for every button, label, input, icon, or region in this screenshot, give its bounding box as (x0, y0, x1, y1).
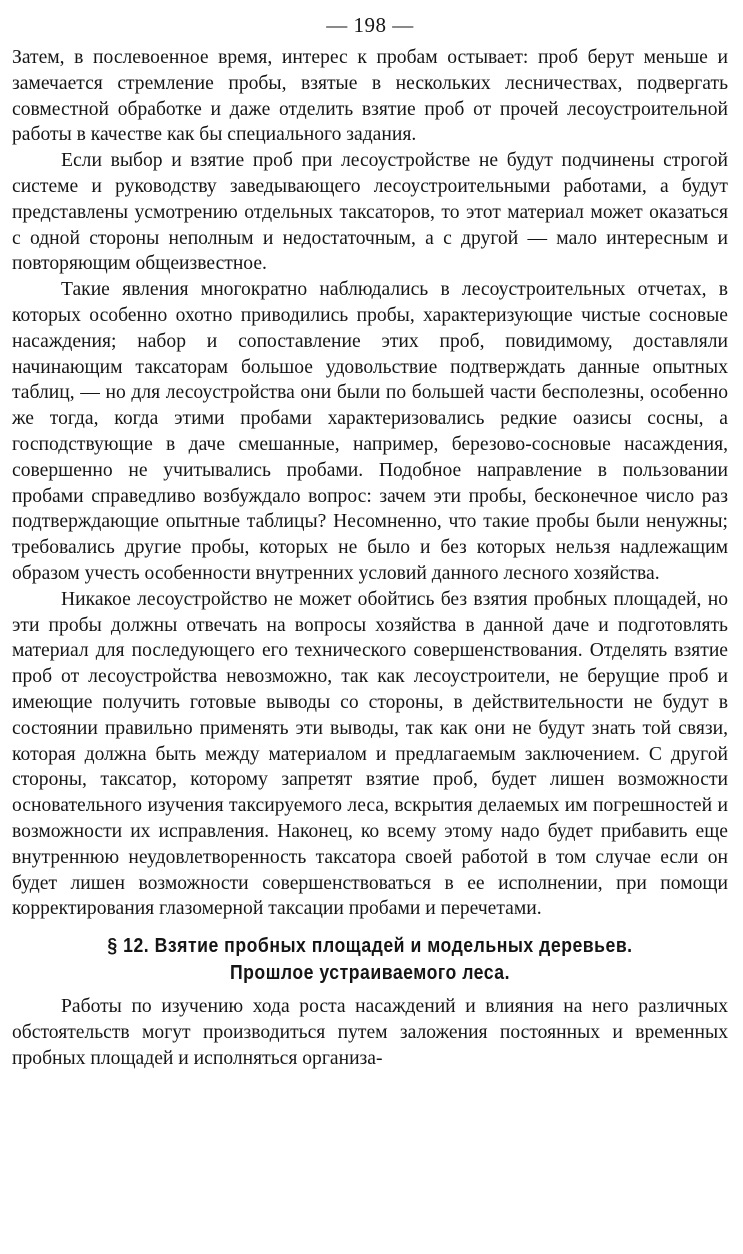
page-number: — 198 — (326, 13, 414, 37)
book-page (12, 10, 728, 1071)
section-heading (62, 932, 678, 986)
paragraph-reports: Такие явления многократно наблюдались в лесоустроительных отчетах, в которых особенно охотно приводились пробы, характеризующие чистые сосновые насаждения; набор и сопоставление этих проб, повидимому, доставляли начинающим таксаторам большое удовольствие подтверждать данные опытных таблиц, — но для лесоустройства они были по большей части бесполезны, особенно же тогда, когда этими пробами характеризовались редкие оазисы сосны, а господствующие в даче смешанные, например, березово-сосновые насаждения, совершенно не учитывались пробами. Подобное направление в пользовании пробами справедливо возбуждало вопрос: зачем эти пробы, бесконечное число раз подтверждающие опытные таблицы? Несомненно, что такие пробы были ненужны; требовались другие пробы, которых не было и без которых нельзя надлежащим образом учесть особенности внутренних условий данного лесного хозяйства. (12, 279, 728, 584)
section-heading-subtitle: Прошлое устраиваемого леса. (229, 961, 511, 985)
paragraph-sample-selection: Если выбор и взятие проб при лесоустройстве не будут подчинены строгой системе и руководству заведывающего лесоустроительными работами, а будут представлены усмотрению отдельных таксаторов, то этот материал может оказаться с одной стороны неполным и недостаточным, а с другой — мало интересным и повторяющим общеизвестное. (12, 150, 728, 275)
paragraph-continued: Затем, в послевоенное время, интерес к пробам остывает: проб берут меньше и замечается стремление пробы, взятые в нескольких лесничествах, подвергать совместной обработке и даже отделить взятие проб от прочей лесоустроительной работы в качестве как бы специального задания. (12, 47, 728, 146)
paragraph-forest-management: Никакое лесоустройство не может обойтись без взятия пробных площадей, но эти пробы должны отвечать на вопросы хозяйства в данной даче и подготовлять материал для последующего его технического совершенствования. Отделять взятие проб от лесоустройства невозможно, так как лесоустроители, не берущие проб и имеющие получить готовые выводы со стороны, в действительности не будут в состоянии правильно применять эти выводы, так как они не будут знать той связи, которая должна быть между материалом и предлагаемым заключением. С другой стороны, таксатор, которому запретят взятие проб, будет лишен возможности основательного изучения таксируемого леса, вскрытия делаемых им погрешностей и возможности их исправления. Наконец, ко всему этому надо будет прибавить еще внутреннюю неудовлетворенность таксатора своей работой в том случае если он будет лишен возможности совершенствоваться в ее исполнении, при помощи корректирования глазомерной таксации пробами и перечетами. (12, 588, 728, 920)
section-heading-title: § 12. Взятие пробных площадей и модельных деревьев. (107, 934, 633, 958)
paragraph-section-intro: Работы по изучению хода роста насаждений и влияния на него различных обстоятельств могут производиться путем заложения постоянных и временных пробных площадей и исполняться организа- (12, 996, 728, 1069)
body-text (12, 45, 728, 1071)
